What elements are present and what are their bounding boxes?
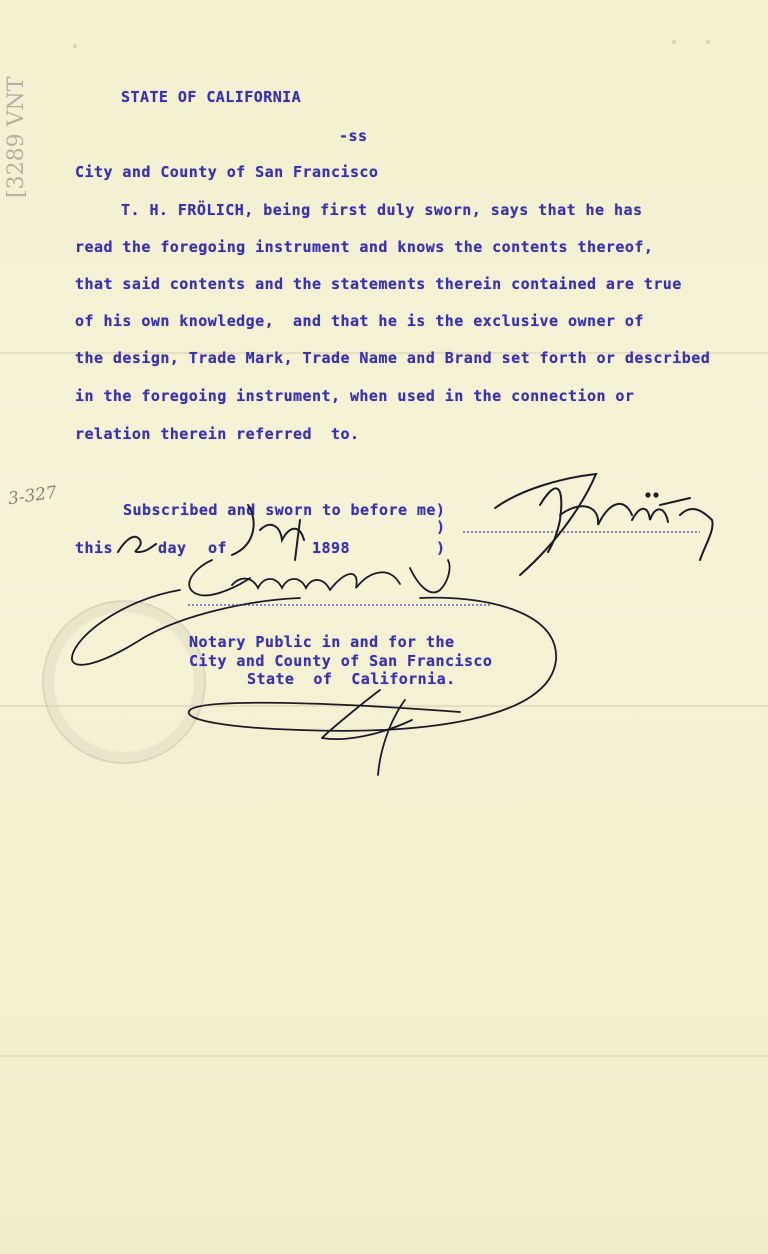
body-line: that said contents and the statements therein contained are true <box>75 275 682 293</box>
body-line: read the foregoing instrument and knows the contents thereof, <box>75 238 654 256</box>
jurat-this: this <box>75 539 113 557</box>
body-line: of his own knowledge, and that he is the exclusive owner of <box>75 312 644 330</box>
body-line: the design, Trade Mark, Trade Name and Brand set forth or described <box>75 349 711 367</box>
body-line: in the foregoing instrument, when used in the connection or <box>75 387 635 405</box>
fold-line <box>0 1055 768 1057</box>
notary-signature <box>72 560 556 775</box>
jurat-day: day <box>158 539 187 557</box>
jurat-year: 1898 <box>312 539 350 557</box>
notary-line: City and County of San Francisco <box>189 652 493 670</box>
jurat-paren: ) <box>436 539 446 557</box>
margin-stamp: [3289 VNT <box>4 76 29 198</box>
notary-line: Notary Public in and for the <box>189 633 455 651</box>
month-handwriting <box>232 505 304 560</box>
jurat-line: Subscribed and sworn to before me) <box>123 501 446 519</box>
day-handwriting <box>118 537 156 552</box>
affiant-signature <box>495 474 713 575</box>
pencil-note: 3-327 <box>6 482 59 510</box>
heading: STATE OF CALIFORNIA <box>121 88 302 106</box>
jurat-of: of <box>208 539 227 557</box>
jurat-paren: ) <box>436 518 446 536</box>
notary-line: State of California. <box>247 670 456 688</box>
body-line: T. H. FRÖLICH, being first duly sworn, says that he has <box>121 201 643 219</box>
ss-mark: -ss <box>339 127 368 145</box>
body-line: relation therein referred to. <box>75 425 360 443</box>
county-line: City and County of San Francisco <box>75 163 379 181</box>
